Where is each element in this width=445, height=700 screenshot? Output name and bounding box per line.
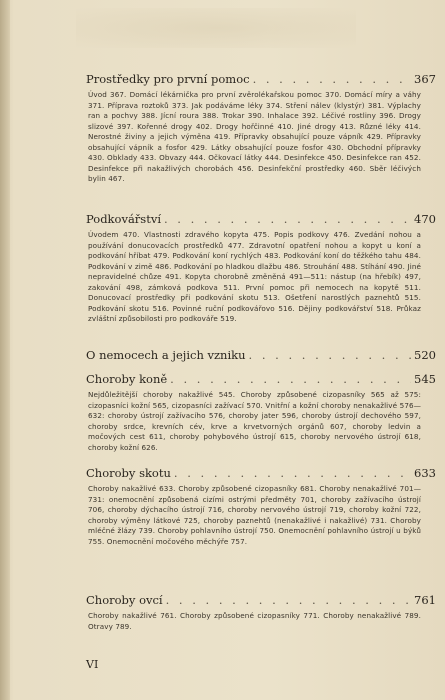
toc-section-cattle xyxy=(86,466,436,547)
toc-section-first-aid xyxy=(86,72,436,185)
toc-heading-page: 367 xyxy=(414,72,436,86)
toc-heading-title: O nemocech a jejich vzniku xyxy=(86,348,246,362)
toc-section-diseases xyxy=(86,348,436,362)
toc-entries: Úvod 367. Domácí lékárnička pro první zvěrolékařskou pomoc 370. Domácí míry a váhy 371. Příprava roztoků 373. Jak podáváme léky 374. Stření nálev (klystýr) 381. Výplachy ran a pochvy 388. Jícní roura 388. Trokar 390. Inhalace 392. Léčivé rostliny 396. Drogy slizové 397. Kořenné drogy 402. Drogy hořčinné 410. Jiné drogy 413. Různé léky 414. Nerostné živiny a jejich výměna 419. Přípravky obsahující pouze vápník 429. Přípravky obsahující vápník a fosfor 429. Látky obsahující pouze fosfor 430. Obchodní přípravky 430. Obklady 433. Obvazy 444. Očkovací látky 444. Desinfekce 450. Desinfekce ran 452. Desinfekce při nakažlivých chorobách 456. Desinfekční prostředky 460. Sběr léčivých bylin 467. xyxy=(88,90,421,183)
toc-section-sheep xyxy=(86,593,436,632)
toc-entries: Choroby nakažlivé 633. Choroby způsobené cizopasníky 681. Choroby nenakažlivé 701—731: onemocnění způsobená cizími ostrými předměty 701, choroby zažívacího ústrojí 706, choroby dýchacího ústrojí 716, choroby nervového ústrojí 719, choroby kožní 722, choroby výměny látkové 725, choroby paznehtů (nenakažlivé i nakažlivé) 731. Choroby mléčné žlázy 739. Choroby pohlavního ústrojí 750. Onemocnění pohlavního ústrojí u býků 755. Onemocnění močového měchýře 757. xyxy=(88,484,421,546)
paper-stain xyxy=(76,8,356,48)
toc-heading-page: 545 xyxy=(414,372,436,386)
toc-heading-page: 520 xyxy=(414,348,436,362)
toc-entries: Choroby nakažlivé 761. Choroby způsobené cizopasníky 771. Choroby nenakažlivé 789. Otravy 789. xyxy=(88,611,421,631)
toc-heading xyxy=(86,348,436,362)
toc-heading xyxy=(86,593,436,607)
toc-heading-title: Prostředky pro první pomoc xyxy=(86,72,250,86)
toc-heading xyxy=(86,72,436,86)
page-number: VI xyxy=(86,658,99,671)
toc-entries: Úvodem 470. Vlastnosti zdravého kopyta 475. Popis podkovy 476. Zvedání nohou a používání donucovacích prostředků 477. Zdravotní opatření nohou a kopyt u koní a podkování hříbat 479. Podkování koní rychlých 483. Podkování koní do těžkého tahu 484. Podkování v zimě 486. Podkování po hladkou dlažbu 486. Strouhání 488. Stíhání 490. Jiné nepravidelné chůze 491. Kopyta chorobně změněná 491—511: nástup (na hřebík) 497, zakování 498, zámková podkova 511. První pomoc při nemocech na kopytě 511. Donucovací prostředky při podkování skotu 513. Ošetření narostlých paznehtů 515. Podkování skotu 516. Povinné ruční podkovářovo 516. Dějiny podkovářství 518. Průkaz zvláštní způsobilosti pro podkováře 519. xyxy=(88,230,421,323)
toc-heading xyxy=(86,212,436,226)
leader-dots xyxy=(174,466,411,480)
toc-heading-title: Choroby ovcí xyxy=(86,593,163,607)
toc-heading-title: Podkovářství xyxy=(86,212,161,226)
toc-heading-title: Choroby skotu xyxy=(86,466,171,480)
toc-heading-page: 470 xyxy=(414,212,436,226)
toc-heading-page: 761 xyxy=(414,593,436,607)
toc-section-farriery xyxy=(86,212,436,325)
leader-dots xyxy=(166,593,411,607)
leader-dots xyxy=(249,348,412,362)
toc-entries: Nejdůležitější choroby nakažlivé 545. Choroby způsobené cizopasníky 565 až 575: cizopasníci kožní 565, cizopasníci zažívací 570. Vnitřní a kožní choroby nenakažlivé 576—632: choroby ústrojí zažívacího 576, choroby jater 596, choroby ústrojí dechového 597, choroby srdce, krevních cév, krve a krvetvorných orgánů 607, choroby ledvin a močových cest 611, choroby pohybového ústrojí 615, choroby nervového ústrojí 618, choroby kožní 626. xyxy=(88,390,421,452)
toc-heading xyxy=(86,372,436,386)
toc-section-horse xyxy=(86,372,436,453)
book-spine xyxy=(0,0,10,700)
leader-dots xyxy=(253,72,411,86)
leader-dots xyxy=(164,212,411,226)
toc-heading-page: 633 xyxy=(414,466,436,480)
toc-heading-title: Choroby koně xyxy=(86,372,168,386)
leader-dots xyxy=(170,372,411,386)
toc-heading xyxy=(86,466,436,480)
